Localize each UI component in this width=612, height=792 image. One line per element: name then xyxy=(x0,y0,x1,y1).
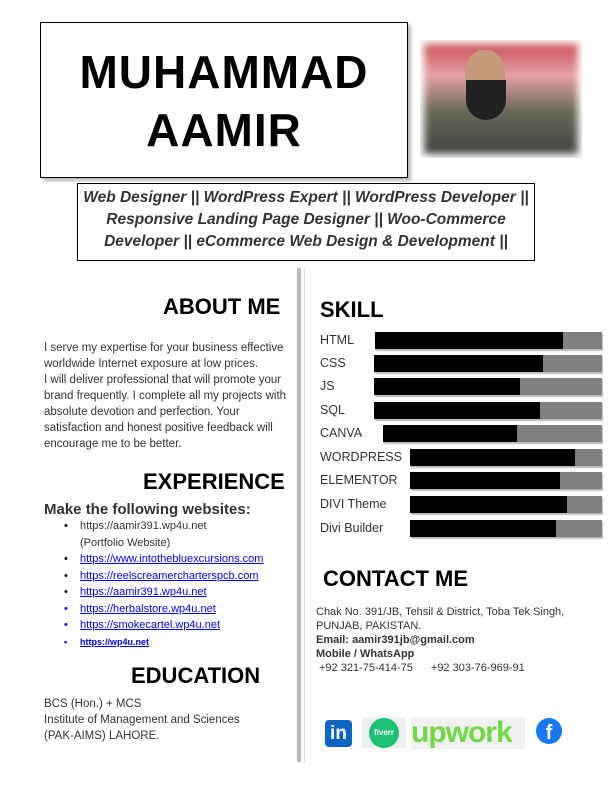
institute-location: (PAK-AIMS) LAHORE. xyxy=(44,730,160,742)
list-item xyxy=(64,584,263,601)
skill-bar xyxy=(375,332,602,349)
facebook-icon[interactable]: f xyxy=(536,718,562,744)
skill-bar xyxy=(374,378,602,395)
website-link[interactable]: https://www.intothebluexcursions.com xyxy=(80,553,264,565)
fiverr-icon[interactable]: fiverr xyxy=(369,718,399,748)
skill-bar xyxy=(410,520,602,537)
skill-label: SQL xyxy=(320,403,346,417)
skill-bar xyxy=(410,496,602,513)
institute: Institute of Management and Sciences xyxy=(44,714,240,726)
name-line-2: AAMIR xyxy=(146,104,302,156)
skill-bar xyxy=(374,402,602,419)
skill-bar xyxy=(410,472,602,489)
skill-label: CANVA xyxy=(320,426,363,440)
skill-bar-fill xyxy=(375,332,563,349)
skill-label: DIVI Theme xyxy=(320,497,387,511)
skill-bar-fill xyxy=(410,449,575,466)
name-line-1: MUHAMMAD xyxy=(79,46,369,98)
list-item xyxy=(64,634,263,651)
skill-bar xyxy=(410,449,602,466)
skill-bar-fill xyxy=(410,520,556,537)
fiverr-icon-bg xyxy=(362,718,406,748)
skill-bar-fill xyxy=(410,496,567,513)
address: Chak No. 391/JB, Tehsil & District, Toba Tek Singh, PUNJAB, PAKISTAN. xyxy=(316,606,565,632)
experience-subtitle: Make the following websites: xyxy=(44,501,251,518)
column-divider-thin xyxy=(304,268,305,762)
about-title: ABOUT ME xyxy=(163,294,281,319)
list-item xyxy=(64,568,263,585)
photo-beard xyxy=(466,80,506,120)
portfolio-note: (Portfolio Website) xyxy=(80,536,171,549)
website-link[interactable]: https://smokecartel.wp4u.net xyxy=(80,619,221,631)
skill-label: CSS xyxy=(320,356,346,370)
list-item xyxy=(64,518,263,551)
name-box xyxy=(40,22,408,178)
website-link[interactable]: https://reelscreamercharterspcb.com xyxy=(80,569,259,582)
upwork-icon-label: upwork xyxy=(411,716,512,749)
skill-bar xyxy=(383,425,602,442)
contact-info xyxy=(316,605,566,675)
phone-2: +92 303-76-969-91 xyxy=(430,662,525,674)
list-item xyxy=(64,551,263,568)
tagline: Web Designer || WordPress Expert || WordPress Developer || Responsive Landing Page Designer || Woo-Commerce Developer || eCommerce Web Design & Development || xyxy=(77,183,535,261)
skill-label: WORDPRESS xyxy=(320,450,402,464)
about-p1: I serve my expertise for your business effective worldwide Internet exposure at low prices. xyxy=(44,342,284,370)
website-link[interactable]: https://wp4u.net xyxy=(80,636,149,647)
about-text xyxy=(44,340,296,452)
website-link[interactable]: https://herbalstore.wp4u.net xyxy=(80,602,216,615)
contact-title: CONTACT ME xyxy=(323,566,469,591)
skill-label: HTML xyxy=(320,333,355,347)
mobile-label: Mobile / WhatsApp xyxy=(316,648,415,660)
experience-title: EXPERIENCE xyxy=(143,469,285,494)
education-text xyxy=(44,696,240,744)
portfolio-url: https://aamir391.wp4u.net xyxy=(80,520,207,532)
list-item xyxy=(64,601,263,618)
skill-title: SKILL xyxy=(320,297,384,322)
column-divider xyxy=(297,268,301,762)
skill-bar-fill xyxy=(383,425,517,442)
education-title: EDUCATION xyxy=(131,663,261,688)
skill-label: JS xyxy=(320,379,335,393)
skill-bar-fill xyxy=(374,378,520,395)
skill-bar xyxy=(374,355,602,372)
skill-bar-fill xyxy=(410,472,560,489)
email[interactable]: Email: aamir391jb@gmail.com xyxy=(316,634,475,646)
skill-label: Divi Builder xyxy=(320,521,384,535)
skill-bar-fill xyxy=(374,355,543,372)
phone-1: +92 321-75-414-75 xyxy=(319,662,413,674)
about-p2: I will deliver professional that will promote your brand frequently. I complete all my projects with absolute devotion and perfection. Your satisfaction and honest positive feedback will encourage me to be better. xyxy=(44,374,287,450)
website-link[interactable]: https://aamir391.wp4u.net xyxy=(80,586,207,598)
skill-bar-fill xyxy=(374,402,540,419)
upwork-icon[interactable] xyxy=(411,717,525,749)
linkedin-icon[interactable]: in xyxy=(325,720,352,747)
degree: BCS (Hon.) + MCS xyxy=(44,698,142,710)
website-list xyxy=(64,518,263,650)
skill-label: ELEMENTOR xyxy=(320,473,398,487)
list-item xyxy=(64,617,263,634)
